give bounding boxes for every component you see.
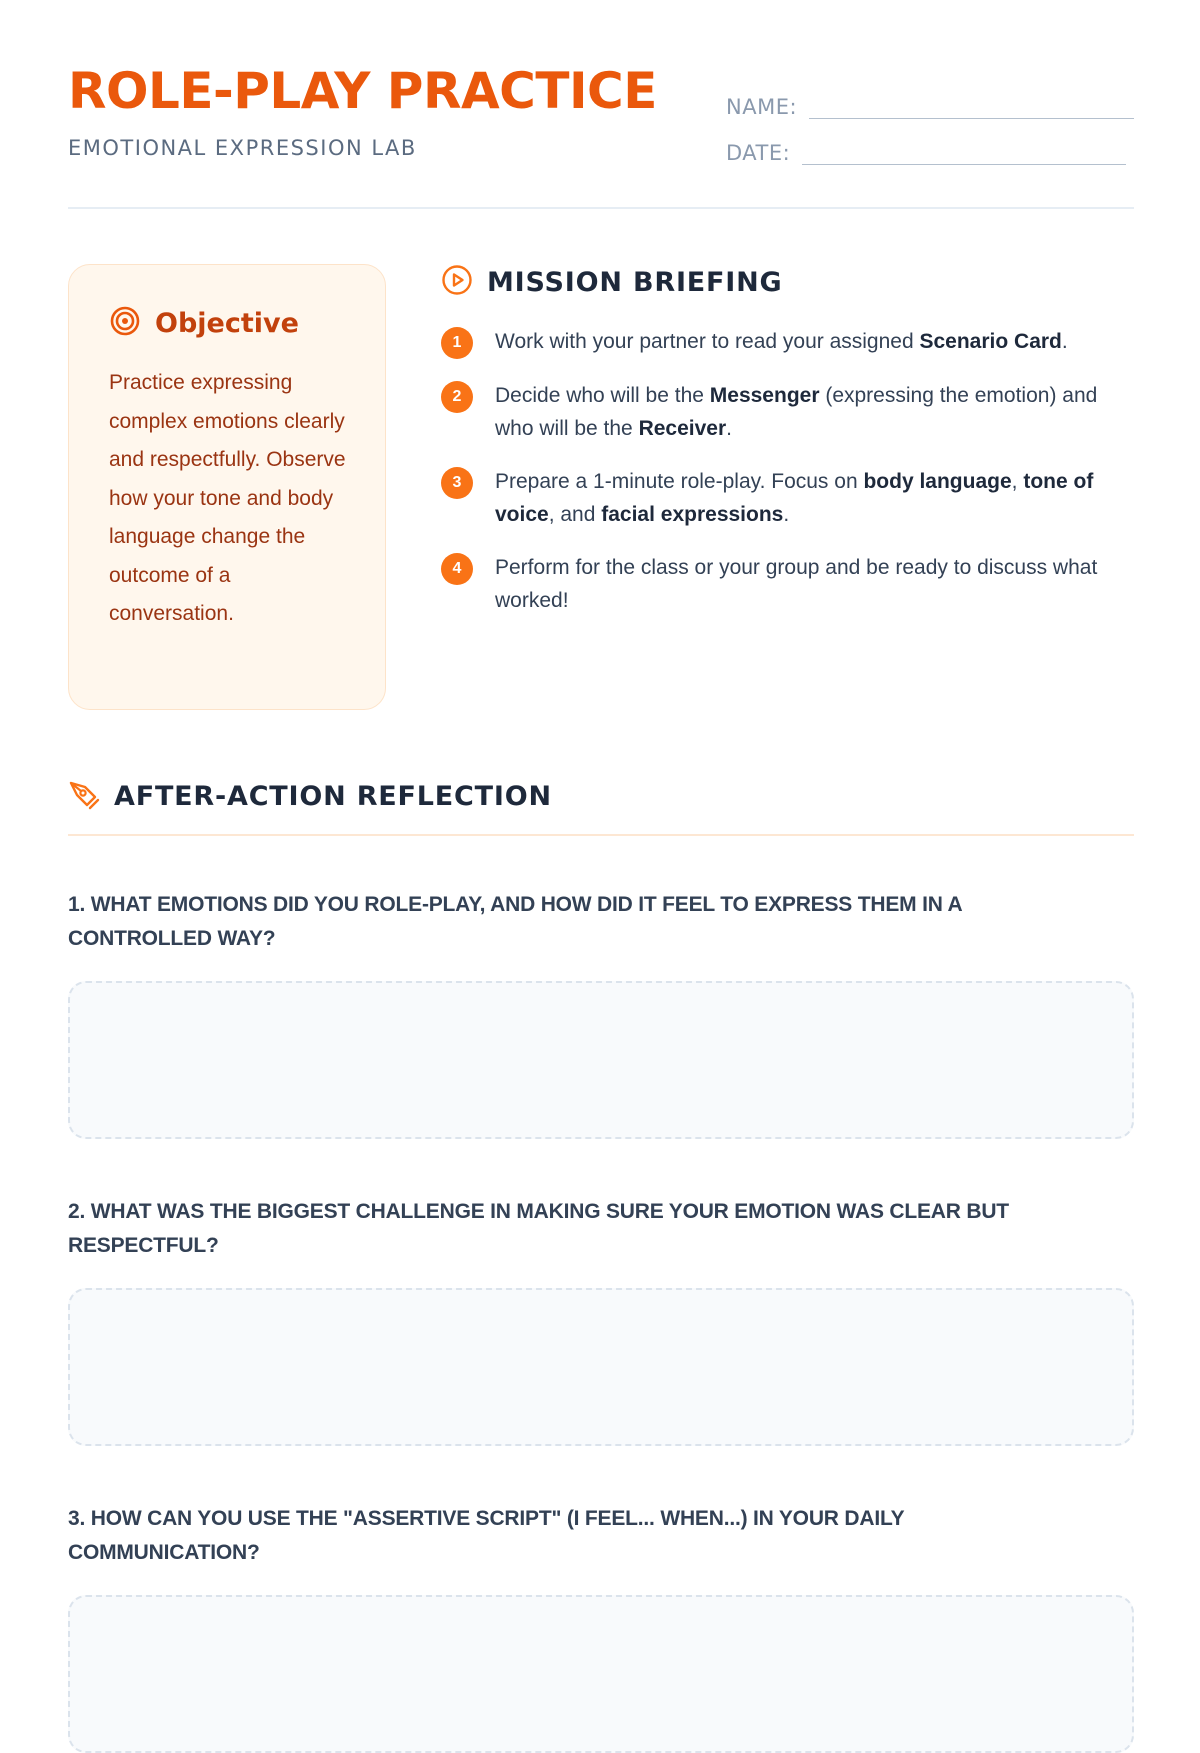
name-label: NAME: <box>726 95 798 119</box>
mission-briefing <box>441 264 1134 637</box>
date-input-line[interactable] <box>802 134 1126 165</box>
date-field[interactable] <box>726 134 1134 165</box>
step-text-emphasis: tone of voice <box>495 470 1094 526</box>
objective-card <box>68 264 386 710</box>
step-text-emphasis: facial expressions <box>601 503 784 526</box>
step-text-segment: Work with your partner to read your assigned <box>495 330 920 353</box>
date-label: DATE: <box>726 141 791 165</box>
page-subtitle: EMOTIONAL EXPRESSION LAB <box>68 136 417 160</box>
question-2: 2. WHAT WAS THE BIGGEST CHALLENGE IN MAKING SURE YOUR EMOTION WAS CLEAR BUT RESPECTFUL? <box>68 1200 1009 1257</box>
name-input-line[interactable] <box>809 88 1134 119</box>
mission-step <box>441 551 1134 617</box>
mission-title: MISSION BRIEFING <box>487 267 783 298</box>
pen-nib-icon <box>68 778 100 815</box>
question-3: 3. HOW CAN YOU USE THE "ASSERTIVE SCRIPT" (I FEEL... WHEN...) IN YOUR DAILY COMMUNICATION? <box>68 1507 905 1564</box>
mission-step <box>441 379 1134 445</box>
step-text-emphasis: Scenario Card <box>919 330 1062 353</box>
header-divider <box>68 207 1134 209</box>
step-text-segment: Decide who will be the <box>495 384 710 407</box>
step-text <box>495 465 1134 531</box>
step-text-segment: . <box>726 417 732 440</box>
mission-steps <box>441 325 1134 617</box>
objective-text: Practice expressing complex emotions clearly and respectfully. Observe how your tone and body language change the outcome of a conversation. <box>109 371 346 625</box>
step-number-badge: 2 <box>441 381 473 413</box>
step-text <box>495 379 1134 445</box>
target-icon <box>109 305 141 342</box>
reflection-header <box>68 778 1134 815</box>
mission-header <box>441 264 1134 301</box>
answer-box-1[interactable] <box>68 981 1134 1139</box>
step-text <box>495 551 1134 617</box>
step-number-badge: 1 <box>441 327 473 359</box>
question-1: 1. WHAT EMOTIONS DID YOU ROLE-PLAY, AND HOW DID IT FEEL TO EXPRESS THEM IN A CONTROLLED WAY? <box>68 893 962 950</box>
step-text <box>495 325 1068 358</box>
page-title: ROLE-PLAY PRACTICE <box>68 62 657 120</box>
worksheet-page <box>68 0 1134 1600</box>
step-text-segment: . <box>1061 330 1068 353</box>
reflection-heading-row <box>68 778 1134 815</box>
answer-box-3[interactable] <box>68 1595 1134 1753</box>
mission-step <box>441 325 1134 359</box>
step-text-segment: , and <box>548 503 602 526</box>
step-text-emphasis: body language <box>863 470 1012 493</box>
step-text-segment: Prepare a 1-minute role-play. Focus on <box>495 470 864 493</box>
name-field[interactable] <box>726 88 1134 119</box>
reflection-divider <box>68 834 1134 836</box>
step-text-segment: . <box>783 503 790 526</box>
step-text-segment: Perform for the class or your group and be ready to discuss what worked! <box>495 556 1098 612</box>
step-text-emphasis: Receiver <box>638 417 727 440</box>
play-circle-icon <box>441 264 473 301</box>
reflection-title: AFTER-ACTION REFLECTION <box>114 781 552 812</box>
objective-header <box>109 305 347 342</box>
mission-step <box>441 465 1134 531</box>
step-text-segment: , <box>1011 470 1024 493</box>
answer-box-2[interactable] <box>68 1288 1134 1446</box>
step-text-emphasis: Messenger <box>709 384 820 407</box>
step-number-badge: 4 <box>441 553 473 585</box>
objective-title: Objective <box>155 308 299 339</box>
step-number-badge: 3 <box>441 467 473 499</box>
step-text-segment: (expressing the emotion) and who will be the <box>495 384 1098 440</box>
